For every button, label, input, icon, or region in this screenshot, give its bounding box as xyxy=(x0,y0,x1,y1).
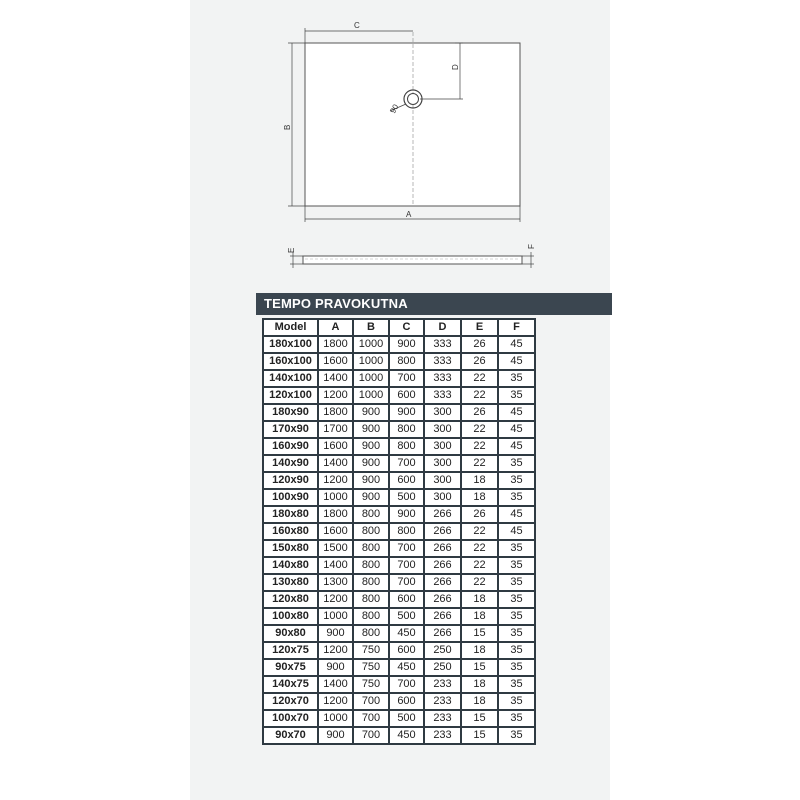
table-cell: 22 xyxy=(461,421,498,438)
table-cell: 800 xyxy=(353,557,389,574)
table-cell: 1000 xyxy=(318,710,353,727)
model-cell: 170x90 xyxy=(263,421,318,438)
model-cell: 150x80 xyxy=(263,540,318,557)
model-cell: 180x100 xyxy=(263,336,318,353)
table-cell: 800 xyxy=(353,574,389,591)
table-cell: 35 xyxy=(498,472,535,489)
dim-b-label: B xyxy=(283,124,292,130)
table-row xyxy=(263,727,535,744)
table-cell: 700 xyxy=(389,370,424,387)
model-cell: 120x75 xyxy=(263,642,318,659)
table-cell: 18 xyxy=(461,642,498,659)
table-cell: 22 xyxy=(461,523,498,540)
table-cell: 15 xyxy=(461,710,498,727)
table-cell: 250 xyxy=(424,642,461,659)
table-cell: 1000 xyxy=(353,370,389,387)
table-cell: 18 xyxy=(461,693,498,710)
table-cell: 800 xyxy=(353,591,389,608)
drain-inner xyxy=(408,94,419,105)
table-cell: 266 xyxy=(424,608,461,625)
table-row xyxy=(263,455,535,472)
table-cell: 1400 xyxy=(318,557,353,574)
table-cell: 300 xyxy=(424,438,461,455)
table-cell: 35 xyxy=(498,676,535,693)
table-cell: 233 xyxy=(424,727,461,744)
table-cell: 1000 xyxy=(318,489,353,506)
table-cell: 233 xyxy=(424,710,461,727)
table-cell: 700 xyxy=(389,676,424,693)
table-cell: 300 xyxy=(424,421,461,438)
table-cell: 233 xyxy=(424,693,461,710)
table-cell: 266 xyxy=(424,523,461,540)
table-cell: 1200 xyxy=(318,387,353,404)
table-cell: 45 xyxy=(498,353,535,370)
table-cell: 266 xyxy=(424,540,461,557)
table-cell: 500 xyxy=(389,710,424,727)
table-row xyxy=(263,404,535,421)
table-cell: 1300 xyxy=(318,574,353,591)
table-row xyxy=(263,676,535,693)
table-cell: 1800 xyxy=(318,404,353,421)
table-cell: 18 xyxy=(461,591,498,608)
table-cell: 35 xyxy=(498,591,535,608)
table-cell: 22 xyxy=(461,574,498,591)
table-cell: 15 xyxy=(461,659,498,676)
table-cell: 45 xyxy=(498,336,535,353)
header-d: D xyxy=(424,319,461,336)
table-cell: 1600 xyxy=(318,438,353,455)
table-cell: 800 xyxy=(353,625,389,642)
table-cell: 1700 xyxy=(318,421,353,438)
model-cell: 140x100 xyxy=(263,370,318,387)
header-a: A xyxy=(318,319,353,336)
table-cell: 600 xyxy=(389,591,424,608)
model-cell: 140x90 xyxy=(263,455,318,472)
model-cell: 120x70 xyxy=(263,693,318,710)
table-row xyxy=(263,370,535,387)
model-cell: 160x90 xyxy=(263,438,318,455)
dim-d-label: D xyxy=(451,64,460,70)
table-cell: 900 xyxy=(353,438,389,455)
model-cell: 100x70 xyxy=(263,710,318,727)
model-cell: 90x75 xyxy=(263,659,318,676)
table-cell: 900 xyxy=(318,727,353,744)
table-cell: 800 xyxy=(353,506,389,523)
table-body xyxy=(263,336,535,744)
table-cell: 750 xyxy=(353,676,389,693)
table-row xyxy=(263,710,535,727)
table-cell: 266 xyxy=(424,506,461,523)
table-cell: 700 xyxy=(389,455,424,472)
table-cell: 500 xyxy=(389,608,424,625)
dim-f-label: F xyxy=(527,244,536,249)
table-row xyxy=(263,472,535,489)
tray-side-profile xyxy=(303,256,522,264)
table-cell: 700 xyxy=(353,727,389,744)
drain-dimension-label: 90 xyxy=(388,102,401,115)
table-cell: 333 xyxy=(424,387,461,404)
table-cell: 18 xyxy=(461,472,498,489)
table-cell: 700 xyxy=(353,693,389,710)
table-row xyxy=(263,336,535,353)
table-cell: 800 xyxy=(389,438,424,455)
table-cell: 1200 xyxy=(318,642,353,659)
model-cell: 180x80 xyxy=(263,506,318,523)
table-cell: 800 xyxy=(353,540,389,557)
table-row xyxy=(263,489,535,506)
header-e: E xyxy=(461,319,498,336)
model-cell: 100x80 xyxy=(263,608,318,625)
table-cell: 1600 xyxy=(318,353,353,370)
model-cell: 120x100 xyxy=(263,387,318,404)
table-row xyxy=(263,659,535,676)
table-cell: 266 xyxy=(424,574,461,591)
table-cell: 35 xyxy=(498,625,535,642)
table-cell: 35 xyxy=(498,608,535,625)
table-cell: 450 xyxy=(389,727,424,744)
table-cell: 600 xyxy=(389,693,424,710)
table-cell: 266 xyxy=(424,557,461,574)
table-cell: 18 xyxy=(461,608,498,625)
table-cell: 450 xyxy=(389,659,424,676)
table-cell: 35 xyxy=(498,370,535,387)
table-cell: 800 xyxy=(389,523,424,540)
header-c: C xyxy=(389,319,424,336)
table-cell: 900 xyxy=(353,421,389,438)
table-cell: 22 xyxy=(461,455,498,472)
table-cell: 26 xyxy=(461,506,498,523)
table-cell: 333 xyxy=(424,353,461,370)
table-cell: 22 xyxy=(461,370,498,387)
table-cell: 800 xyxy=(389,421,424,438)
table-row xyxy=(263,438,535,455)
model-cell: 90x80 xyxy=(263,625,318,642)
table-cell: 1000 xyxy=(353,387,389,404)
table-cell: 333 xyxy=(424,370,461,387)
table-cell: 35 xyxy=(498,489,535,506)
table-row xyxy=(263,353,535,370)
table-cell: 22 xyxy=(461,540,498,557)
table-cell: 35 xyxy=(498,659,535,676)
model-cell: 100x90 xyxy=(263,489,318,506)
model-cell: 130x80 xyxy=(263,574,318,591)
table-row xyxy=(263,557,535,574)
table-cell: 900 xyxy=(353,404,389,421)
table-cell: 45 xyxy=(498,438,535,455)
table-cell: 35 xyxy=(498,727,535,744)
table-cell: 250 xyxy=(424,659,461,676)
table-cell: 300 xyxy=(424,472,461,489)
table-title: TEMPO PRAVOKUTNA xyxy=(256,293,612,315)
table-cell: 600 xyxy=(389,472,424,489)
table-cell: 700 xyxy=(389,557,424,574)
table-cell: 35 xyxy=(498,642,535,659)
table-cell: 800 xyxy=(353,608,389,625)
model-cell: 140x75 xyxy=(263,676,318,693)
table-row xyxy=(263,608,535,625)
table-cell: 26 xyxy=(461,404,498,421)
table-cell: 600 xyxy=(389,642,424,659)
tray-plan-outline xyxy=(305,43,520,206)
table-cell: 1400 xyxy=(318,676,353,693)
table-cell: 45 xyxy=(498,421,535,438)
table-cell: 700 xyxy=(389,540,424,557)
table-cell: 750 xyxy=(353,659,389,676)
table-cell: 22 xyxy=(461,387,498,404)
header-f: F xyxy=(498,319,535,336)
model-cell: 160x80 xyxy=(263,523,318,540)
table-cell: 300 xyxy=(424,455,461,472)
table-cell: 1000 xyxy=(318,608,353,625)
table-cell: 26 xyxy=(461,353,498,370)
table-cell: 35 xyxy=(498,540,535,557)
table-cell: 333 xyxy=(424,336,461,353)
table-cell: 1600 xyxy=(318,523,353,540)
table-row xyxy=(263,693,535,710)
model-cell: 120x80 xyxy=(263,591,318,608)
table-row xyxy=(263,625,535,642)
table-cell: 900 xyxy=(353,455,389,472)
table-cell: 1400 xyxy=(318,370,353,387)
table-row xyxy=(263,506,535,523)
table-cell: 35 xyxy=(498,693,535,710)
table-cell: 35 xyxy=(498,710,535,727)
table-row xyxy=(263,421,535,438)
model-cell: 120x90 xyxy=(263,472,318,489)
table-row xyxy=(263,574,535,591)
dim-a-label: A xyxy=(406,210,412,219)
table-cell: 266 xyxy=(424,591,461,608)
dim-e-label: E xyxy=(287,247,296,253)
table-cell: 35 xyxy=(498,557,535,574)
table-cell: 1400 xyxy=(318,455,353,472)
table-cell: 750 xyxy=(353,642,389,659)
table-cell: 18 xyxy=(461,489,498,506)
table-cell: 1200 xyxy=(318,591,353,608)
table-cell: 45 xyxy=(498,506,535,523)
table-cell: 1200 xyxy=(318,472,353,489)
table-cell: 900 xyxy=(389,404,424,421)
table-cell: 1800 xyxy=(318,336,353,353)
table-cell: 15 xyxy=(461,625,498,642)
table-cell: 15 xyxy=(461,727,498,744)
table-cell: 700 xyxy=(353,710,389,727)
header-b: B xyxy=(353,319,389,336)
table-row xyxy=(263,387,535,404)
table-cell: 500 xyxy=(389,489,424,506)
table-cell: 450 xyxy=(389,625,424,642)
table-row xyxy=(263,540,535,557)
table-cell: 900 xyxy=(318,659,353,676)
table-row xyxy=(263,642,535,659)
table-cell: 22 xyxy=(461,557,498,574)
table-cell: 1800 xyxy=(318,506,353,523)
table-cell: 900 xyxy=(389,506,424,523)
table-cell: 45 xyxy=(498,523,535,540)
table-row xyxy=(263,591,535,608)
model-cell: 180x90 xyxy=(263,404,318,421)
table-cell: 266 xyxy=(424,625,461,642)
table-header-row xyxy=(263,319,535,336)
dimensions-table xyxy=(262,318,536,745)
table-cell: 300 xyxy=(424,489,461,506)
table-cell: 900 xyxy=(353,472,389,489)
header-model: Model xyxy=(263,319,318,336)
table-row xyxy=(263,523,535,540)
table-cell: 600 xyxy=(389,387,424,404)
table-cell: 1000 xyxy=(353,336,389,353)
table-cell: 22 xyxy=(461,438,498,455)
table-cell: 1500 xyxy=(318,540,353,557)
table-cell: 300 xyxy=(424,404,461,421)
table-cell: 700 xyxy=(389,574,424,591)
table-cell: 1200 xyxy=(318,693,353,710)
table-cell: 35 xyxy=(498,574,535,591)
table-cell: 233 xyxy=(424,676,461,693)
model-cell: 90x70 xyxy=(263,727,318,744)
table-cell: 900 xyxy=(389,336,424,353)
table-cell: 800 xyxy=(353,523,389,540)
table-cell: 900 xyxy=(353,489,389,506)
table-cell: 35 xyxy=(498,455,535,472)
table-cell: 35 xyxy=(498,387,535,404)
table-cell: 26 xyxy=(461,336,498,353)
model-cell: 160x100 xyxy=(263,353,318,370)
table-cell: 900 xyxy=(318,625,353,642)
table-cell: 1000 xyxy=(353,353,389,370)
table-cell: 800 xyxy=(389,353,424,370)
table-cell: 45 xyxy=(498,404,535,421)
model-cell: 140x80 xyxy=(263,557,318,574)
table-cell: 18 xyxy=(461,676,498,693)
dim-c-label: C xyxy=(354,21,360,30)
